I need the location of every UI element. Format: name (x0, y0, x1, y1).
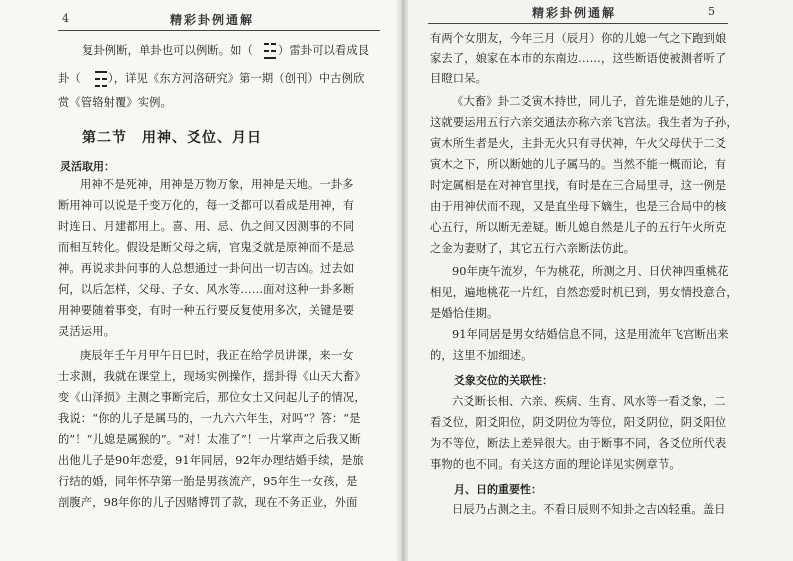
right-body-line: 为不等位，断法上差异很大。由于断事不同，各爻位所代表 (430, 437, 727, 450)
intro-line-1a: 复卦例断，单卦也可以例断。如（ (82, 44, 253, 57)
right-body-line: 目瞪口呆。 (430, 72, 487, 85)
right-body-line: 这就要运用五行六亲交通法亦称六亲飞宫法。我生者为子孙， (430, 116, 738, 129)
thunder-hexagram-icon (264, 41, 276, 63)
left-body-line: 的”！“儿媳是属猴的”。“对！太准了”！一片掌声之后我又断 (58, 433, 361, 446)
left-body-line: 士求测，我就在课堂上，现场实例操作，揺卦得《山天大畜》 (58, 370, 366, 383)
intro-line-2a: 卦（ (58, 72, 81, 85)
right-body-line: 90年庚午流岁，午为桃花，所测之月、日伏神四重桃花 (452, 265, 729, 278)
right-body-line: 91年同居是男女结婚信息不同，这是用流年飞宫断出来 (452, 328, 729, 341)
intro-line-2b: ），详见《东方河洛研究》第一期（创刊）中古例欣 (108, 72, 365, 85)
right-body-line: 由于用神伏而不现，又是直坐母下嫡生，也是三合局中的核 (430, 200, 727, 213)
right-body-line: 《大畜》卦二爻寅木持世，同儿子，首先谁是她的儿子， (452, 95, 737, 108)
left-body-line: 何，以后怎样，父母、子女、风水等……面对这种一卦多断 (58, 283, 355, 296)
left-page-number: 4 (62, 12, 69, 25)
right-body-line: 事物的也不同。有关这方面的理论详见实例章节。 (430, 458, 681, 471)
left-body-line: 用神不是死神，用神是万物万象，用神是天地。一卦多 (80, 178, 354, 191)
right-body-line: 六爻断长相、六亲、疾病、生育、风水等一看爻象，二 (452, 395, 726, 408)
right-body-line: 之金为妻财了，其它五行六亲断法仿此。 (430, 242, 636, 255)
left-body-line: 我说：“你的儿子是属马的，一九六六年生，对吗”？答：“是 (58, 412, 361, 425)
right-body-line: 日辰乃占测之主。不看日辰则不知卦之吉凶轻重。盖日 (452, 503, 726, 516)
right-body-line: 寅木所生者是火，主卦无火只有寻伏神，午火父母伏于二爻 (430, 137, 727, 150)
left-body-line: 剖腹产，98年你的儿子因赌博罚了款，现在不务正业，外面 (58, 496, 358, 509)
right-running-head: 精彩卦例通解 (532, 6, 617, 20)
right-page-number: 5 (708, 5, 715, 18)
left-body-line: 神。再说求卦问事的人总想通过一卦问出一切吉凶。过去如 (58, 262, 355, 275)
left-running-head: 精彩卦例通解 (170, 13, 255, 27)
left-body-line: 灵活运用。 (58, 325, 115, 338)
right-body-line: 看爻位，阳爻阳位，阴爻阴位为等位，阳爻阴位，阴爻阳位 (430, 416, 727, 429)
intro-line-1b: ）雷卦可以看成艮 (278, 44, 370, 57)
left-body-line: 行结的婚，同年怀孕第一胎是男孩流产，95年生一女孩，是 (58, 475, 358, 488)
left-body-line: 断用神可以说是千变万化的，每一爻都可以看成是用神，有 (58, 199, 355, 212)
left-body-line: 庚辰年壬午月甲午日巳时，我正在给学员讲课，来一女 (80, 349, 354, 362)
section-title: 第二节 用神、爻位、月日 (82, 130, 262, 146)
book-gutter (396, 0, 408, 561)
right-body-line: 心五行，所以断无差疑。断儿媳自然是儿子的五行午火所克 (430, 221, 727, 234)
left-subheading: 灵活取用： (60, 160, 115, 173)
right-header-rule (428, 23, 728, 24)
left-body-line: 时连日、月建都用上。喜、用、忌、仇之间又因测事的不同 (58, 220, 355, 233)
right-subheading-2: 月、日的重要性： (454, 483, 542, 496)
right-subheading-1: 爻象交位的关联性： (454, 374, 553, 387)
right-page (400, 0, 793, 561)
right-body-line: 的，这里不加细述。 (430, 349, 533, 362)
left-body-line: 出他儿子是90年恋爱，91年同居，92年办理结婚手续，是旅 (58, 454, 364, 467)
right-body-line: 相见，遍地桃花一片红，自然恋爱时机已到，男女情投意合， (430, 286, 738, 299)
intro-line-3: 赏《管辂射覆》实例。 (58, 96, 172, 109)
right-body-line: 是婚恰佳期。 (430, 307, 499, 320)
right-body-line: 寅木之下，所以断她的儿子属马的。当然不能一概而论，有 (430, 158, 727, 171)
left-body-line: 而相互转化。假设是断父母之病，官鬼爻就是原神而不是忌 (58, 241, 355, 254)
gen-hexagram-icon (95, 69, 107, 91)
right-body-line: 家去了，娘家在本市的东南边……，这些断语使被测者听了 (430, 52, 727, 65)
left-body-line: 变《山泽损》主测之事断完后，那位女士又问起儿子的情况， (58, 391, 366, 404)
right-body-line: 时定属相是在对神官里找，有时是在三合局里寻，这一例是 (430, 179, 727, 192)
left-body-line: 用神要随着事变，有时一种五行要反复使用多次，关键是要 (58, 304, 355, 317)
right-body-line: 有两个女朋友，今年三月（辰月）你的儿媳一气之下跑到娘 (430, 32, 727, 45)
left-header-rule (58, 30, 380, 31)
